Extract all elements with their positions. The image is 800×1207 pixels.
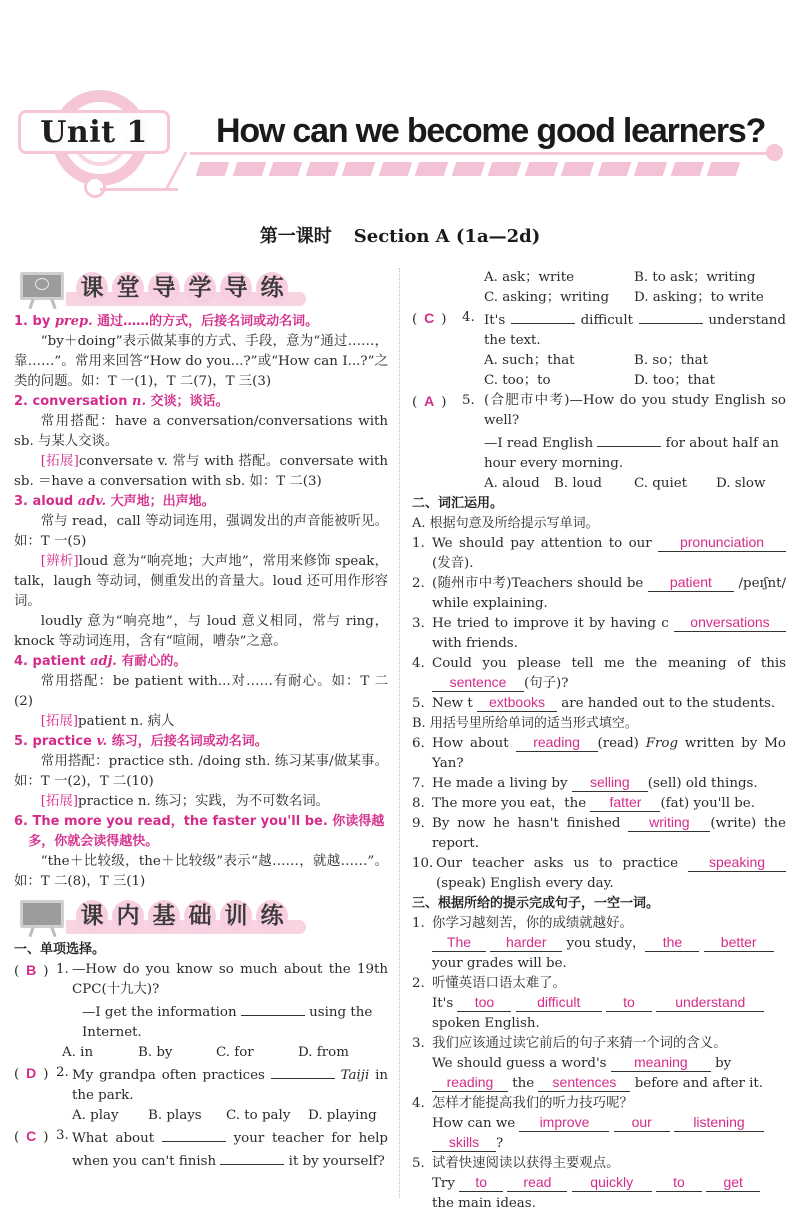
decor-knob: [84, 176, 106, 198]
answer-fill[interactable]: quickly: [572, 1174, 652, 1192]
answer-fill[interactable]: reading: [516, 734, 598, 752]
extension-note: [拓展]practice n. 练习；实践，为不可数名词。: [40, 794, 330, 809]
section-title: 课 堂 导 学 导 练: [76, 272, 288, 304]
vocab-question: 7. He made a living by selling (sell) old things.: [412, 774, 758, 791]
answer-fill[interactable]: selling: [572, 774, 648, 792]
vocab-heading: 3. aloud adv. 大声地；出声地。: [14, 494, 215, 509]
answer-fill[interactable]: fatter: [590, 794, 660, 812]
section-title: 课 内 基 础 训 练: [76, 900, 288, 932]
lesson-number: 第一课时: [259, 226, 332, 247]
answer-blank[interactable]: [271, 1063, 335, 1079]
mc-question: ( C ) 3. What about your teacher for help when you can't finish it by yourself?: [14, 1128, 388, 1169]
answer-fill[interactable]: difficult: [516, 994, 602, 1012]
page-title: How can we become good learners?: [216, 112, 766, 150]
vocab-question: 9. By now he hasn't finished writing (write) the report.: [412, 814, 786, 851]
sentence-question: 1. 你学习越刻苦，你的成绩就越好。 The harder you study， the better your grades will be.: [412, 914, 786, 974]
answer-fill[interactable]: better: [704, 934, 774, 952]
answer: B: [26, 962, 37, 978]
answer-fill[interactable]: get: [706, 1174, 760, 1192]
lesson-title: [0, 222, 800, 248]
decor-line: [100, 188, 178, 191]
sentence-question: 5. 试着快速阅读以获得主要观点。 Try to read quickly to get the main ideas.: [412, 1154, 786, 1207]
answer-fill[interactable]: extbooks: [477, 694, 557, 712]
right-column: [412, 268, 786, 1207]
answer-fill[interactable]: our: [614, 1114, 670, 1132]
decor-line: [165, 152, 187, 188]
vocab-question: 10. Our teacher asks us to practice speaking (speak) English every day.: [412, 854, 786, 894]
options: A. in B. by C. for D. from: [62, 1045, 349, 1060]
answer-fill[interactable]: to: [459, 1174, 503, 1192]
answer-fill[interactable]: patient: [648, 574, 734, 592]
unit-badge: [18, 110, 170, 154]
left-column: [14, 268, 388, 1172]
answer-fill[interactable]: sentences: [538, 1074, 630, 1092]
options: A. aloud B. loud C. quiet D. slow: [484, 476, 766, 491]
sentence-heading: 6. The more you read，the faster you'll be. 你读得越多，你就会读得越快。: [14, 814, 385, 849]
answer-fill[interactable]: speaking: [688, 854, 786, 872]
vocab-question: 5. New t extbooks are handed out to the students.: [412, 694, 776, 711]
blackboard-icon: [16, 270, 68, 308]
part-title: 三、根据所给的提示完成句子，一空一词。: [412, 896, 660, 911]
explanation: 常与 read，call 等动词连用，强调发出的声音能被听见。如：T 一(5): [14, 514, 388, 549]
answer-fill[interactable]: sentence: [432, 674, 524, 692]
sentence-question: 4. 怎样才能提高我们的听力技巧呢？ How can we improve our listening skills ?: [412, 1094, 786, 1154]
decor-dashes: [198, 162, 738, 176]
extension-note: [拓展]patient n. 病人: [40, 714, 175, 729]
explanation: 常用搭配：be patient with...对……有耐心。如：T 二(2): [14, 674, 388, 709]
answer-fill[interactable]: skills: [432, 1134, 496, 1152]
decor-line: [190, 152, 768, 155]
answer-blank[interactable]: [220, 1149, 284, 1165]
vocab-question: 3. He tried to improve it by having c onversations with friends.: [412, 614, 786, 654]
extension-note: [拓展]conversate v. 常与 with 搭配。conversate with sb. ＝have a conversation with sb. 如：T 二(3): [14, 454, 388, 489]
lesson-section: Section A (1a—2d): [353, 226, 541, 247]
part-title: 一、单项选择。: [14, 942, 106, 957]
part-title: 二、词汇运用。: [412, 496, 504, 511]
answer-fill[interactable]: listening: [674, 1114, 764, 1132]
answer-blank[interactable]: [241, 1000, 305, 1016]
column-divider: [399, 268, 400, 1198]
options: A. such；that B. so；that C. too；to D. too；that: [484, 353, 716, 388]
answer-fill[interactable]: meaning: [611, 1054, 711, 1072]
answer-blank[interactable]: [511, 308, 575, 324]
answer-fill[interactable]: to: [606, 994, 652, 1012]
answer-fill[interactable]: the: [645, 934, 699, 952]
part-subtitle: B. 用括号里所给单词的适当形式填空。: [412, 716, 638, 731]
decor-dot: [766, 144, 783, 161]
vocab-heading: 2. conversation n. 交谈；谈话。: [14, 394, 229, 409]
answer-fill[interactable]: understand: [656, 994, 764, 1012]
answer-blank[interactable]: [597, 431, 661, 447]
answer-fill[interactable]: improve: [519, 1114, 609, 1132]
options: A. ask；write B. to ask；writing C. asking；writing D. asking；to write: [484, 270, 764, 305]
section-banner-guided-study: [14, 268, 388, 310]
explanation: 常用搭配：have a conversation/conversations with sb. 与某人交谈。: [14, 414, 388, 449]
explanation: “by＋doing”表示做某事的方式、手段，意为“通过……，靠……”。常用来回答“How do you...?”或“How can I...?”之类的问题。如：T 一(1)，T 二(7)，T 三(3): [14, 334, 388, 389]
sentence-question: 3. 我们应该通过读它前后的句子来猜一个词的含义。 We should guess a word's meaning by reading the sentences before and after it.: [412, 1036, 764, 1091]
answer-blank[interactable]: [639, 308, 703, 324]
vocab-question: 1. We should pay attention to our pronunciation (发音).: [412, 534, 786, 574]
vocab-question: 4. Could you please tell me the meaning of this sentence (句子)?: [412, 656, 786, 691]
vocab-heading: 4. patient adj. 有耐心的。: [14, 654, 187, 669]
options: A. play B. plays C. to paly D. playing: [72, 1108, 377, 1123]
comparison-note: [辨析]loud 意为“响亮地；大声地”，常用来修饰 speak，talk，laugh 等动词，侧重发出的音量大。loud 还可用作形容词。: [14, 554, 388, 609]
mc-question: ( C ) 4. It's difficult understand the text.: [412, 310, 786, 348]
vocab-heading: 1. by prep. 通过……的方式，后接名词或动名词。: [14, 314, 319, 329]
easel-icon: [16, 898, 68, 936]
mc-question: ( B ) 1. —How do you know so much about the 19th CPC(十九大)? —I get the information using the Internet.: [14, 962, 388, 1040]
answer-fill[interactable]: onversations: [674, 614, 786, 632]
vocab-question: 8. The more you eat，the fatter (fat) you'll be.: [412, 794, 755, 811]
answer-fill[interactable]: read: [507, 1174, 567, 1192]
answer-fill[interactable]: to: [656, 1174, 702, 1192]
answer-fill[interactable]: reading: [432, 1074, 508, 1092]
mc-question: ( A ) 5. (合肥市中考)—How do you study English so well? —I read English for about half an hour every morning.: [412, 393, 786, 471]
explanation: 常用搭配：practice sth. /doing sth. 练习某事/做某事。如：T 一(2)，T 二(10): [14, 754, 388, 789]
vocab-question: 6. How about reading (read) Frog written by Mo Yan?: [412, 734, 786, 771]
unit-label: Unit 1: [40, 114, 148, 150]
sentence-question: 2. 听懂英语口语太难了。 It's too difficult to understand spoken English.: [412, 974, 786, 1034]
answer-fill[interactable]: too: [457, 994, 511, 1012]
part-subtitle: A. 根据句意及所给提示写单词。: [412, 516, 599, 531]
answer-fill[interactable]: writing: [628, 814, 710, 832]
section-banner-basic-training: [14, 896, 388, 938]
explanation: “the＋比较级，the＋比较级”表示“越……，就越……”。如：T 二(8)，T 三(1): [14, 854, 388, 889]
vocab-question: 2. (随州市中考)Teachers should be patient /peɪʃnt/ while explaining.: [412, 574, 786, 611]
answer-fill[interactable]: pronunciation: [658, 534, 786, 552]
answer-fill[interactable]: The: [432, 934, 486, 952]
answer-blank[interactable]: [162, 1126, 226, 1142]
vocab-heading: 5. practice v. 练习，后接名词或动名词。: [14, 734, 268, 749]
mc-question: ( D ) 2. My grandpa often practices Taiji in the park.: [14, 1065, 388, 1103]
explanation: loudly 意为“响亮地”，与 loud 意义相同，常与 ring，knock 等动词连用，含有“喧闹，嘈杂”之意。: [14, 614, 388, 649]
answer-fill[interactable]: harder: [490, 934, 562, 952]
unit-header: [0, 80, 800, 200]
